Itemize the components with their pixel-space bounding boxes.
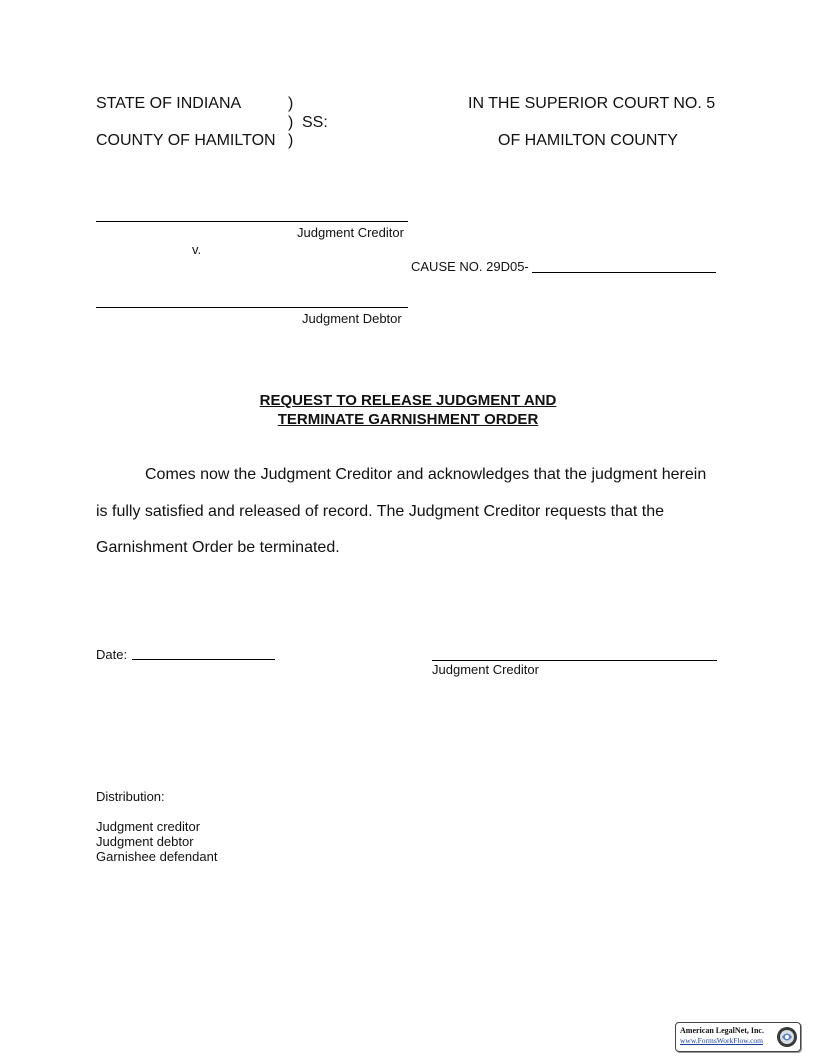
caption-paren: ) (288, 95, 294, 112)
versus-label: v. (192, 242, 202, 257)
caption-paren: ) (288, 132, 294, 149)
publisher-url[interactable]: www.FormsWorkFlow.com (680, 1036, 764, 1045)
ss-label: SS: (302, 114, 328, 131)
court-name: IN THE SUPERIOR COURT NO. 5 (468, 95, 716, 112)
publisher-badge[interactable] (675, 1022, 801, 1052)
date-label: Date: (96, 647, 128, 662)
distribution-heading: Distribution: (96, 789, 165, 804)
signature-line[interactable] (432, 660, 717, 661)
cause-number-label: CAUSE NO. 29D05- (411, 259, 529, 274)
distribution-item: Judgment creditor (96, 819, 201, 834)
date-line[interactable] (132, 659, 275, 660)
body-paragraph-line: Comes now the Judgment Creditor and acknowledges that the judgment herein (145, 466, 707, 483)
document-title-line1: REQUEST TO RELEASE JUDGMENT AND (259, 392, 557, 409)
debtor-label: Judgment Debtor (302, 311, 402, 326)
signer-label: Judgment Creditor (432, 662, 539, 677)
document-title-line2: TERMINATE GARNISHMENT ORDER (277, 411, 539, 428)
caption-paren: ) (288, 114, 294, 131)
cause-number-line[interactable] (532, 272, 716, 273)
county-label: COUNTY OF HAMILTON (96, 132, 276, 149)
distribution-item: Judgment debtor (96, 834, 194, 849)
state-label: STATE OF INDIANA (96, 95, 242, 112)
body-paragraph-line: is fully satisfied and released of record. The Judgment Creditor requests that the (96, 503, 665, 520)
debtor-name-line[interactable] (96, 307, 408, 308)
creditor-label: Judgment Creditor (297, 225, 404, 240)
creditor-name-line[interactable] (96, 221, 408, 222)
court-county: OF HAMILTON COUNTY (498, 132, 678, 149)
distribution-item: Garnishee defendant (96, 849, 218, 864)
globe-icon (776, 1026, 798, 1048)
publisher-name: American LegalNet, Inc. (680, 1026, 764, 1035)
body-paragraph-line: Garnishment Order be terminated. (96, 539, 340, 556)
